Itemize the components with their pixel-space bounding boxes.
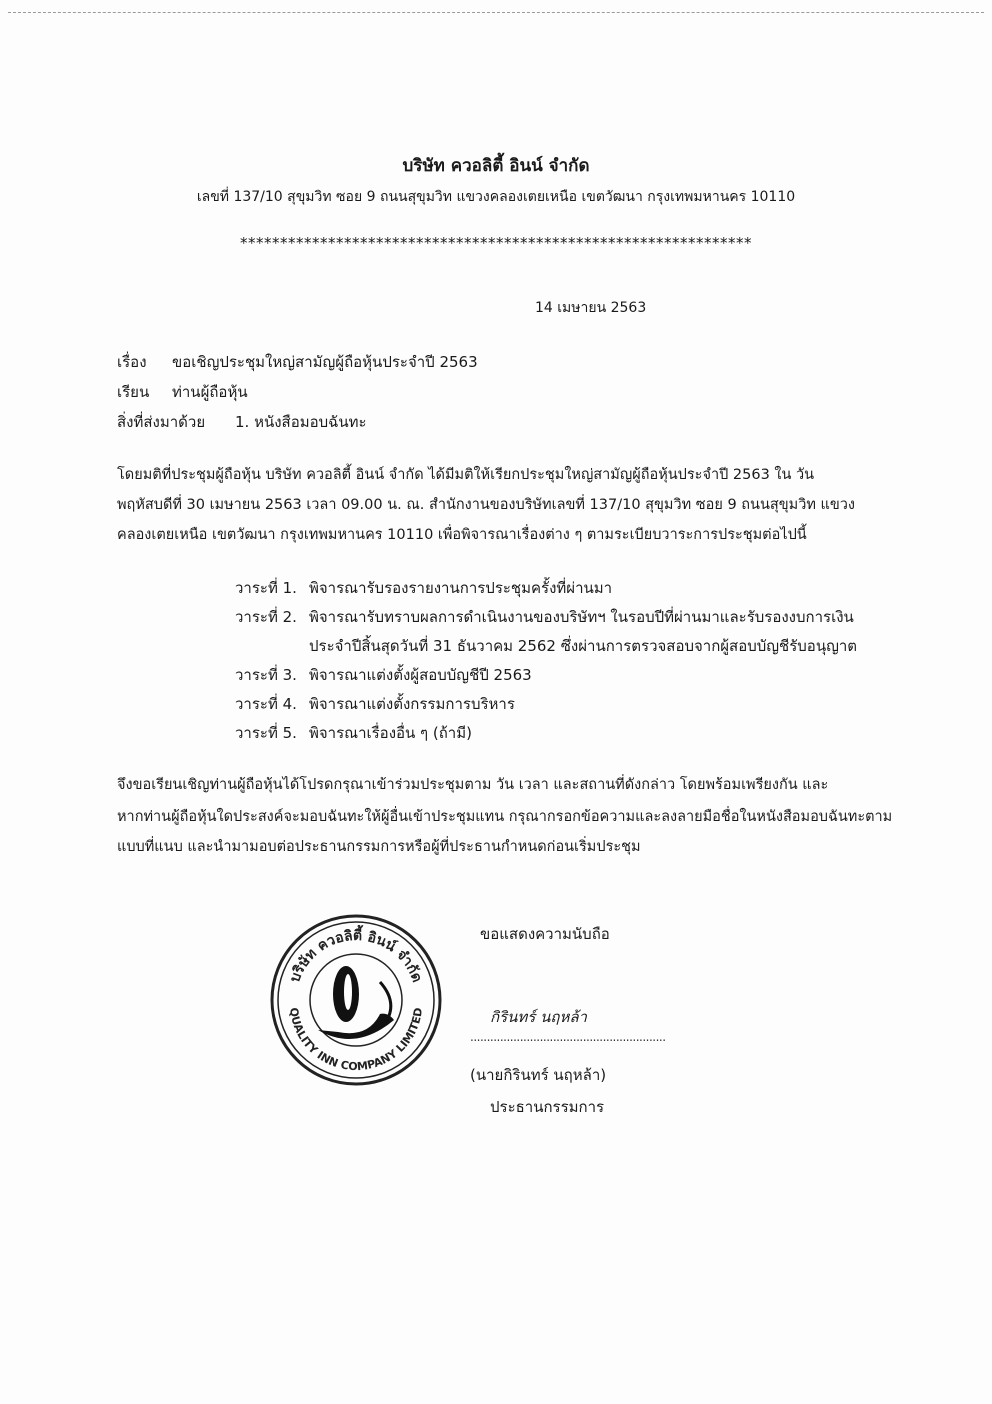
paragraph-1-line-2: พฤหัสบดีที่ 30 เมษายน 2563 เวลา 09.00 น. ณ. สำนักงานของบริษัทเลขที่ 137/10 สุขุมวิท ซอย 9 ถนนสุขุมวิท แขวง	[117, 497, 855, 513]
paragraph-2-line-2: หากท่านผู้ถือหุ้นใดประสงค์จะมอบฉันทะให้ผู้อื่นเข้าประชุมแทน กรุณากรอกข้อความและลงลายมือชื่อในหนังสือมอบฉันทะตาม	[117, 809, 893, 825]
seal-emblem-icon	[318, 966, 394, 1039]
scan-edge-line	[8, 12, 984, 13]
agenda-3-label: วาระที่ 3.	[235, 666, 297, 684]
agenda-2-label: วาระที่ 2.	[235, 608, 297, 626]
subject-value: ขอเชิญประชุมใหญ่สามัญผู้ถือหุ้นประจำปี 2563	[172, 353, 478, 371]
agenda-4-text: พิจารณาแต่งตั้งกรรมการบริหาร	[309, 695, 515, 713]
signer-position: ประธานกรรมการ	[490, 1098, 605, 1116]
separator-stars: ****************************************************************	[240, 234, 752, 252]
to-label: เรียน	[117, 383, 150, 401]
agenda-1-label: วาระที่ 1.	[235, 579, 297, 597]
subject-label: เรื่อง	[117, 353, 147, 371]
agenda-4-label: วาระที่ 4.	[235, 695, 297, 713]
agenda-3-text: พิจารณาแต่งตั้งผู้สอบบัญชีปี 2563	[309, 666, 532, 684]
agenda-1-text: พิจารณารับรองรายงานการประชุมครั้งที่ผ่านมา	[309, 579, 613, 597]
company-seal	[268, 912, 444, 1088]
paragraph-1-line-3: คลองเตยเหนือ เขตวัฒนา กรุงเทพมหานคร 10110 เพื่อพิจารณาเรื่องต่าง ๆ ตามระเบียบวาระการประชุมต่อไปนี้	[117, 527, 807, 543]
paragraph-1-line-1: โดยมติที่ประชุมผู้ถือหุ้น บริษัท ควอลิตี้ อินน์ จำกัด ได้มีมติให้เรียกประชุมใหญ่สามัญผู้ถือหุ้นประจำปี 2563 ใน วัน	[117, 467, 815, 483]
agenda-5-label: วาระที่ 5.	[235, 724, 297, 742]
seal-top-text: บริษัท ควอลิตี้ อินน์ จำกัด	[287, 927, 425, 985]
company-name: บริษัท ควอลิตี้ อินน์ จำกัด	[402, 156, 590, 176]
enclosure-value: 1. หนังสือมอบฉันทะ	[235, 413, 367, 431]
signer-name: (นายกิรินทร์ นฤหล้า)	[470, 1066, 607, 1084]
paragraph-2-line-1: จึงขอเรียนเชิญท่านผู้ถือหุ้นได้โปรดกรุณาเข้าร่วมประชุมตาม วัน เวลา และสถานที่ดังกล่าว โดยพร้อมเพรียงกัน และ	[117, 777, 829, 793]
closing-text: ขอแสดงความนับถือ	[480, 925, 610, 943]
letter-date: 14 เมษายน 2563	[535, 300, 647, 316]
signature-dotted-line: ...........................................................	[470, 1030, 666, 1044]
agenda-2-text-line-2: ประจำปีสิ้นสุดวันที่ 31 ธันวาคม 2562 ซึ่งผ่านการตรวจสอบจากผู้สอบบัญชีรับอนุญาต	[309, 637, 858, 655]
signature-handwritten: กิรินทร์ นฤหล้า	[490, 1008, 587, 1026]
seal-bottom-text: QUALITY INN COMPANY LIMITED	[286, 1006, 426, 1074]
agenda-2-text-line-1: พิจารณารับทราบผลการดำเนินงานของบริษัทฯ ในรอบปีที่ผ่านมาและรับรองงบการเงิน	[309, 608, 854, 626]
paragraph-2-line-3: แบบที่แนบ และนำมามอบต่อประธานกรรมการหรือผู้ที่ประธานกำหนดก่อนเริ่มประชุม	[117, 839, 641, 855]
agenda-5-text: พิจารณาเรื่องอื่น ๆ (ถ้ามี)	[309, 724, 472, 742]
to-value: ท่านผู้ถือหุ้น	[172, 383, 248, 401]
enclosure-label: สิ่งที่ส่งมาด้วย	[117, 413, 206, 431]
company-address: เลขที่ 137/10 สุขุมวิท ซอย 9 ถนนสุขุมวิท แขวงคลองเตยเหนือ เขตวัฒนา กรุงเทพมหานคร 10110	[196, 189, 796, 205]
